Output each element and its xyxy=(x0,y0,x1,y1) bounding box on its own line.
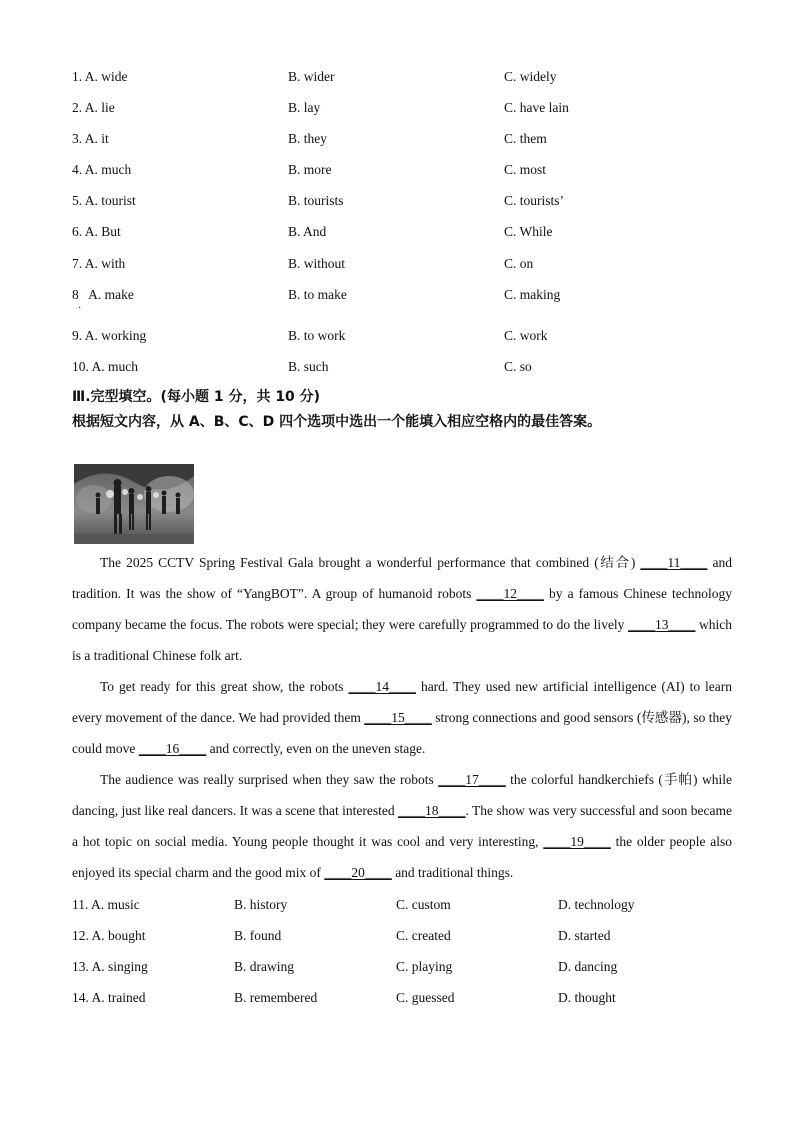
option-row xyxy=(72,328,732,348)
option-c: C. tourists’ xyxy=(504,193,565,208)
option-b: B. to make xyxy=(288,287,347,302)
blank-19: ____19____ xyxy=(543,834,611,849)
option-b: B. lay xyxy=(288,100,321,115)
gala-photo xyxy=(74,464,194,544)
text: strong connections and good sensors (传感器), so they could move xyxy=(72,710,732,756)
option-row xyxy=(72,287,732,307)
option-a: 2. A. lie xyxy=(72,100,115,115)
option-row xyxy=(72,100,732,120)
option-c: C. so xyxy=(504,359,532,374)
option-c: C. playing xyxy=(396,959,453,974)
option-b: B. drawing xyxy=(234,959,294,974)
option-c: C. While xyxy=(504,224,553,239)
option-b: B. more xyxy=(288,162,332,177)
blank-15: ____15____ xyxy=(364,710,432,725)
option-a: 6. A. But xyxy=(72,224,121,239)
option-b: B. they xyxy=(288,131,327,146)
robot-dance-image xyxy=(74,464,194,544)
option-b: B. found xyxy=(234,928,282,943)
option-row xyxy=(72,928,732,948)
option-d: D. dancing xyxy=(558,959,618,974)
text: and tradition. It was the show of “YangBOT”. A group of humanoid robots xyxy=(72,555,732,601)
option-b: B. history xyxy=(234,897,288,912)
section-title: Ⅲ.完型填空。(每小题 1 分，共 10 分) xyxy=(72,389,321,405)
option-d: D. started xyxy=(558,928,611,943)
text: which is a traditional Chinese folk art. xyxy=(72,617,732,663)
option-row xyxy=(72,193,732,213)
option-c: C. custom xyxy=(396,897,451,912)
text: . The show was very successful and soon became a hot topic on social media. Young people thought it was cool and very interesting, xyxy=(72,803,733,849)
passage xyxy=(72,547,732,888)
blank-14: ____14____ xyxy=(348,679,416,694)
text: the older people also enjoyed its special charm and the good mix of xyxy=(72,834,732,880)
option-c: C. have lain xyxy=(504,100,569,115)
option-row xyxy=(72,131,732,151)
blank-16: ____16____ xyxy=(138,741,207,756)
option-row xyxy=(72,162,732,182)
option-b: B. wider xyxy=(288,69,335,84)
option-a: 14. A. trained xyxy=(72,990,146,1005)
blank-18: ____18____ xyxy=(398,803,466,818)
option-b: B. tourists xyxy=(288,193,344,208)
blank-20: ____20____ xyxy=(324,865,392,880)
option-b: B. such xyxy=(288,359,329,374)
blank-13: ____13____ xyxy=(627,617,696,632)
option-c: C. most xyxy=(504,162,547,177)
option-a: 1. A. wide xyxy=(72,69,128,84)
option-a: 9. A. working xyxy=(72,328,147,343)
option-a: 8 A. make xyxy=(72,287,134,302)
option-a: 10. A. much xyxy=(72,359,138,374)
blank-11: ____11____ xyxy=(640,555,708,570)
option-b: B. to work xyxy=(288,328,346,343)
text: hard. They used new artificial intelligence (AI) to learn every movement of the dance. We had provided them xyxy=(72,679,732,725)
text: the colorful handkerchiefs (手帕) while dancing, just like real dancers. It was a scene that interested xyxy=(72,772,732,818)
blank-17: ____17____ xyxy=(438,772,506,787)
option-c: C. work xyxy=(504,328,548,343)
option-c: C. on xyxy=(504,256,534,271)
option-d: D. technology xyxy=(558,897,635,912)
option-row xyxy=(72,69,732,89)
option-a: 4. A. much xyxy=(72,162,132,177)
stray-mark: · xyxy=(78,303,82,314)
option-row xyxy=(72,359,732,379)
blank-12: ____12____ xyxy=(476,586,544,601)
paragraph-1 xyxy=(72,547,732,671)
option-row xyxy=(72,256,732,276)
option-b: B. without xyxy=(288,256,346,271)
option-row xyxy=(72,990,732,1010)
option-a: 11. A. music xyxy=(72,897,140,912)
option-c: C. widely xyxy=(504,69,557,84)
option-d: D. thought xyxy=(558,990,616,1005)
option-c: C. making xyxy=(504,287,561,302)
option-c: C. created xyxy=(396,928,451,943)
text: and correctly, even on the uneven stage. xyxy=(206,741,426,756)
text: and traditional things. xyxy=(391,865,514,880)
option-a: 3. A. it xyxy=(72,131,109,146)
option-row xyxy=(72,224,732,244)
option-a: 5. A. tourist xyxy=(72,193,136,208)
option-c: C. them xyxy=(504,131,547,146)
option-row xyxy=(72,959,732,979)
section-instruction: 根据短文内容，从 A、B、C、D 四个选项中选出一个能填入相应空格内的最佳答案。 xyxy=(72,414,602,430)
option-a: 12. A. bought xyxy=(72,928,146,943)
text: by a famous Chinese technology company became the focus. The robots were special; they were carefully programmed to do the lively xyxy=(72,586,732,632)
text: To get ready for this great show, the robots xyxy=(100,679,349,694)
option-a: 13. A. singing xyxy=(72,959,148,974)
option-b: B. And xyxy=(288,224,327,239)
option-row xyxy=(72,897,732,917)
text: The 2025 CCTV Spring Festival Gala brought a wonderful performance that combined (结合) xyxy=(100,555,641,570)
paragraph-3 xyxy=(72,764,732,888)
text: The audience was really surprised when they saw the robots xyxy=(100,772,439,787)
option-c: C. guessed xyxy=(396,990,455,1005)
option-b: B. remembered xyxy=(234,990,318,1005)
paragraph-2 xyxy=(72,671,732,764)
option-a: 7. A. with xyxy=(72,256,126,271)
